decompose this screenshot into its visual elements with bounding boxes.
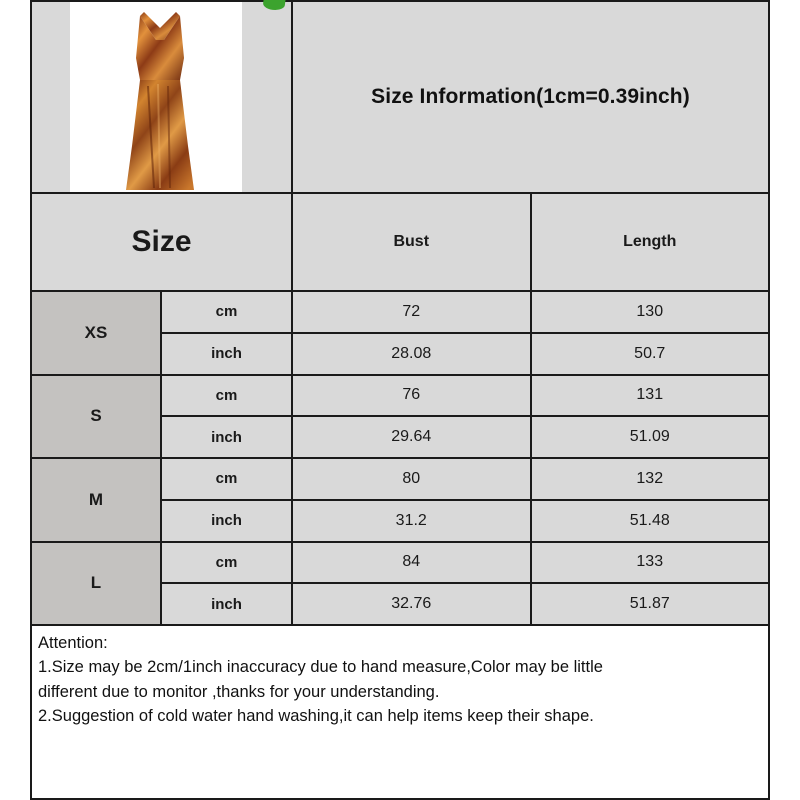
unit-row-inch (162, 417, 768, 457)
value-bust-inch: 32.76 (293, 584, 532, 624)
value-bust-cm: 80 (293, 459, 532, 499)
unit-row-cm (162, 376, 768, 418)
size-rows (32, 292, 768, 626)
chart-header-row (32, 2, 768, 194)
value-length-inch: 50.7 (634, 344, 666, 362)
table-row (32, 292, 768, 376)
value-bust-inch: 31.2 (293, 501, 532, 541)
value-bust-cm: 72 (293, 292, 532, 332)
value-bust-inch: 29.64 (293, 417, 532, 457)
unit-name-cm: cm (162, 459, 293, 499)
size-label-s: S (32, 376, 162, 458)
value-length-cm: 130 (636, 302, 664, 320)
unit-name-inch: inch (162, 417, 293, 457)
unit-name-inch: inch (162, 501, 293, 541)
attention-line-2: different due to monitor ,thanks for your understanding. (38, 682, 440, 701)
unit-name-inch: inch (162, 584, 293, 624)
unit-row-inch (162, 501, 768, 541)
value-length-cm: 131 (636, 386, 664, 404)
size-column-header: Size (32, 194, 293, 290)
unit-row-cm (162, 292, 768, 334)
unit-name-inch: inch (162, 334, 293, 374)
table-row (32, 543, 768, 627)
unit-name-cm: cm (162, 292, 293, 332)
value-length-inch: 51.09 (629, 428, 670, 446)
page-title: Size Information(1cm=0.39inch) (371, 85, 690, 108)
unit-block-xs (162, 292, 768, 374)
value-length-cm: 132 (636, 469, 664, 487)
unit-name-cm: cm (162, 376, 293, 416)
unit-name-cm: cm (162, 543, 293, 583)
unit-row-inch (162, 584, 768, 624)
table-row (32, 459, 768, 543)
size-chart-table (30, 0, 770, 800)
value-bust-inch: 28.08 (293, 334, 532, 374)
dress-illustration-icon (124, 6, 196, 192)
value-bust-cm: 84 (293, 543, 532, 583)
unit-block-m (162, 459, 768, 541)
column-header-bust: Bust (293, 194, 532, 290)
unit-row-cm (162, 543, 768, 585)
attention-line-1: 1.Size may be 2cm/1inch inaccuracy due to hand measure,Color may be little (38, 658, 603, 677)
unit-block-l (162, 543, 768, 625)
size-information-title-cell (293, 2, 768, 192)
value-length-inch: 51.48 (629, 511, 670, 529)
column-header-row (32, 194, 768, 292)
product-image-cell (32, 2, 293, 192)
table-row (32, 376, 768, 460)
size-label-xs: XS (32, 292, 162, 374)
column-header-length: Length (623, 233, 677, 250)
attention-line-3: 2.Suggestion of cold water hand washing,it can help items keep their shape. (38, 707, 594, 726)
unit-block-s (162, 376, 768, 458)
attention-block (32, 626, 768, 798)
value-length-cm: 133 (636, 553, 664, 571)
attention-heading: Attention: (38, 634, 108, 652)
unit-row-cm (162, 459, 768, 501)
size-label-m: M (32, 459, 162, 541)
unit-row-inch (162, 334, 768, 374)
value-length-inch: 51.87 (629, 595, 670, 613)
size-label-l: L (32, 543, 162, 625)
value-bust-cm: 76 (293, 376, 532, 416)
